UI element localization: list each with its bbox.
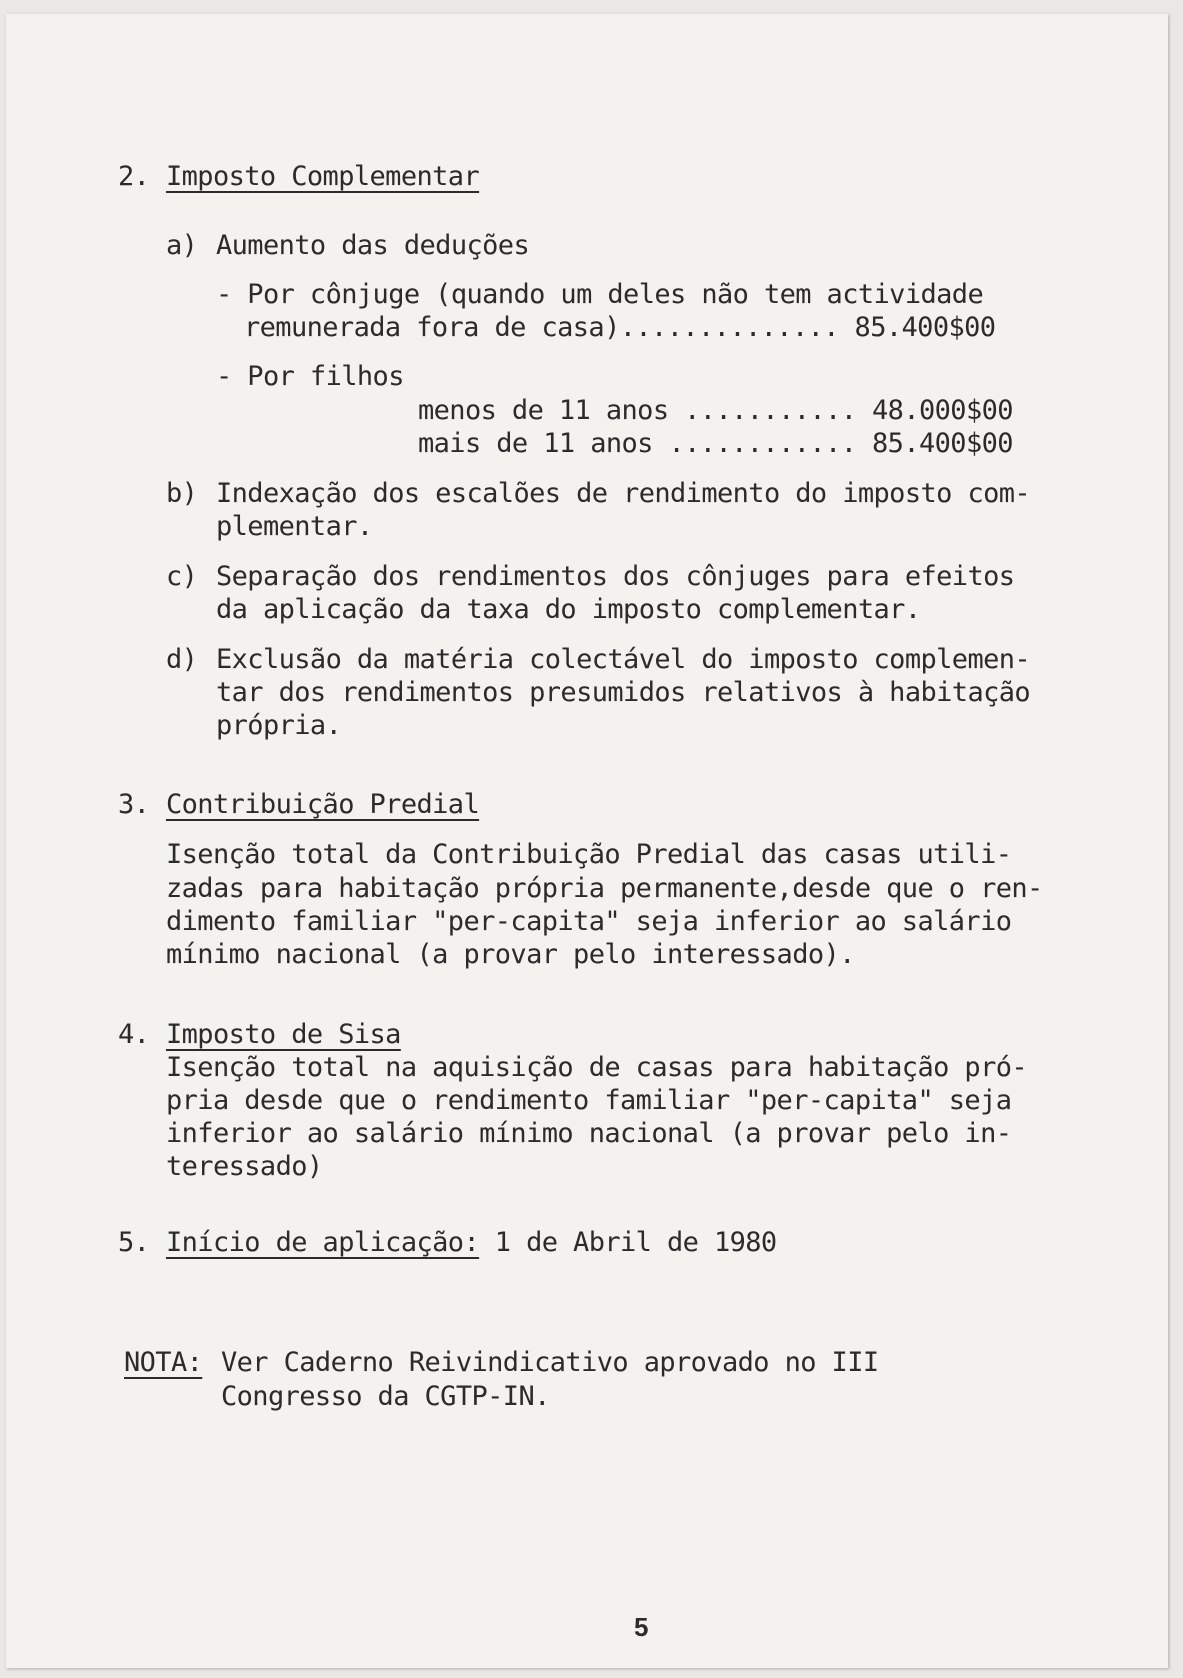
section-2d-line2: tar dos rendimentos presumidos relativos à habitação	[216, 677, 1031, 708]
section-4-line3: inferior ao salário mínimo nacional (a provar pelo in-	[166, 1118, 1012, 1149]
section-2-number: 2.	[118, 161, 150, 192]
section-2d-line1: Exclusão da matéria colectável do imposto complemen-	[216, 644, 1031, 675]
section-2d-line3: própria.	[216, 710, 342, 741]
section-5-number: 5.	[118, 1227, 150, 1258]
section-2c-line2: da aplicação da taxa do imposto complementar.	[216, 594, 921, 625]
deduction-children-over-11: mais de 11 anos ............ 85.400$00	[418, 428, 1013, 459]
section-4-number: 4.	[118, 1019, 150, 1050]
section-4-line4: teressado)	[166, 1151, 323, 1182]
deduction-spouse-line2: remunerada fora de casa).............. 85.400$00	[244, 312, 996, 343]
section-2a-marker: a)	[166, 230, 198, 261]
section-2d-marker: d)	[166, 644, 198, 675]
section-2b-line2: plementar.	[216, 511, 373, 542]
section-4-line1: Isenção total na aquisição de casas para habitação pró-	[166, 1052, 1028, 1083]
section-2b-line1: Indexação dos escalões de rendimento do imposto com-	[216, 478, 1031, 509]
document-page	[6, 14, 1168, 1668]
section-3-line2: zadas para habitação própria permanente,desde que o ren-	[166, 873, 1043, 904]
note-line2: Congresso da CGTP-IN.	[221, 1381, 550, 1412]
section-4-line2: pria desde que o rendimento familiar "per-capita" seja	[166, 1085, 1012, 1116]
deduction-spouse-line1: - Por cônjuge (quando um deles não tem actividade	[216, 279, 984, 310]
section-2b-marker: b)	[166, 478, 198, 509]
section-2-heading: Imposto Complementar	[166, 161, 480, 192]
section-5-content	[166, 1226, 777, 1260]
section-4-heading: Imposto de Sisa	[166, 1019, 401, 1050]
note-label: NOTA:	[124, 1347, 203, 1378]
section-2a-title: Aumento das deduções	[216, 230, 530, 261]
deduction-children: - Por filhos	[216, 361, 404, 392]
section-3-line1: Isenção total da Contribuição Predial das casas utili-	[166, 839, 1012, 870]
section-5-heading: Início de aplicação:	[166, 1227, 480, 1258]
deduction-children-under-11: menos de 11 anos ........... 48.000$00	[418, 395, 1013, 426]
page-number: 5	[634, 1612, 649, 1642]
section-5-value: 1 de Abril de 1980	[479, 1227, 777, 1258]
section-2c-marker: c)	[166, 561, 198, 592]
section-3-line4: mínimo nacional (a provar pelo interessado).	[166, 939, 855, 970]
section-2c-line1: Separação dos rendimentos dos cônjuges para efeitos	[216, 561, 1015, 592]
note-line1: Ver Caderno Reivindicativo aprovado no III	[221, 1347, 879, 1378]
section-3-number: 3.	[118, 789, 150, 820]
section-3-heading: Contribuição Predial	[166, 789, 480, 820]
section-3-line3: dimento familiar "per-capita" seja inferior ao salário	[166, 906, 1012, 937]
